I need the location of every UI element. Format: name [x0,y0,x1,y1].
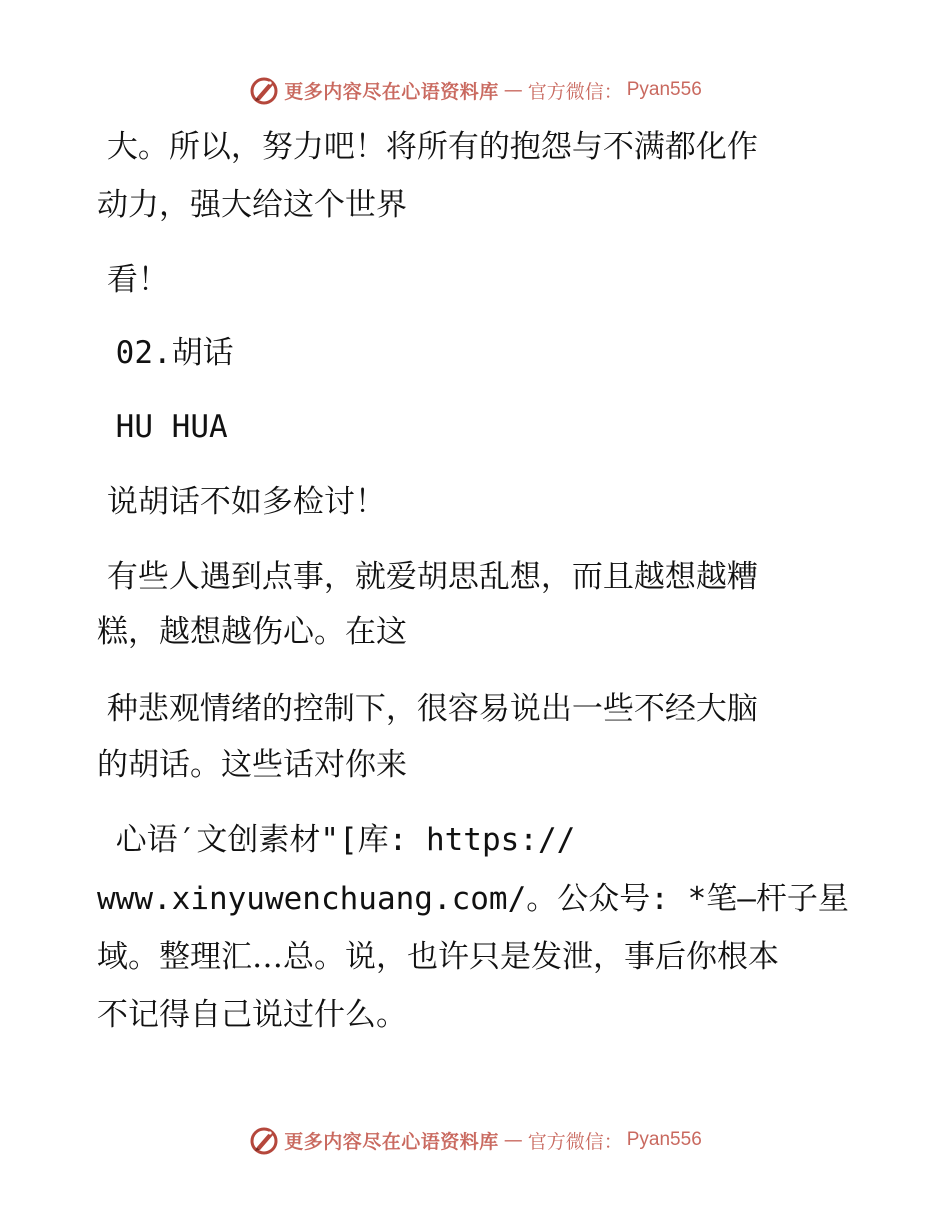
pen-circle-logo-icon [248,74,280,106]
banner-title: 更多内容尽在心语资料库 [284,1130,499,1153]
body-line: 看！ [97,262,169,298]
body-line: 说胡话不如多检讨！ [97,484,386,520]
banner-title: 更多内容尽在心语资料库 [284,80,499,103]
banner-separator: — [503,79,523,101]
body-line: 心语′文创素材"[库: https:// [97,822,576,858]
section-subheading: HU HUA [97,409,228,445]
footer-banner [0,1120,950,1160]
pen-circle-logo-icon [248,1124,280,1156]
footer-banner-content [248,1124,702,1156]
body-line: 种悲观情绪的控制下，很容易说出一些不经大脑 [97,691,758,727]
body-line: 有些人遇到点事，就爱胡思乱想，而且越想越糟 [97,559,758,595]
body-line: www.xinyuwenchuang.com/。公众号: *笔—杆子星 [97,881,849,917]
body-line: 不记得自己说过什么。 [97,997,407,1033]
body-line: 域。整理汇…总。说，也许只是发泄，事后你根本 [97,939,779,975]
body-line: 大。所以，努力吧！将所有的抱怨与不满都化作 [97,129,758,165]
header-banner [0,70,950,110]
header-banner-content [248,74,702,106]
section-heading: 02.胡话 [97,335,234,371]
banner-wechat-label: 官方微信： [527,80,623,103]
body-line: 动力，强大给这个世界 [97,187,407,223]
banner-separator: — [503,1129,523,1151]
banner-wechat-id: Pyan556 [626,1129,702,1150]
banner-wechat-id: Pyan556 [626,79,702,100]
banner-wechat-label: 官方微信： [527,1130,623,1153]
body-line: 的胡话。这些话对你来 [97,747,407,783]
body-line: 糕，越想越伤心。在这 [97,614,407,650]
